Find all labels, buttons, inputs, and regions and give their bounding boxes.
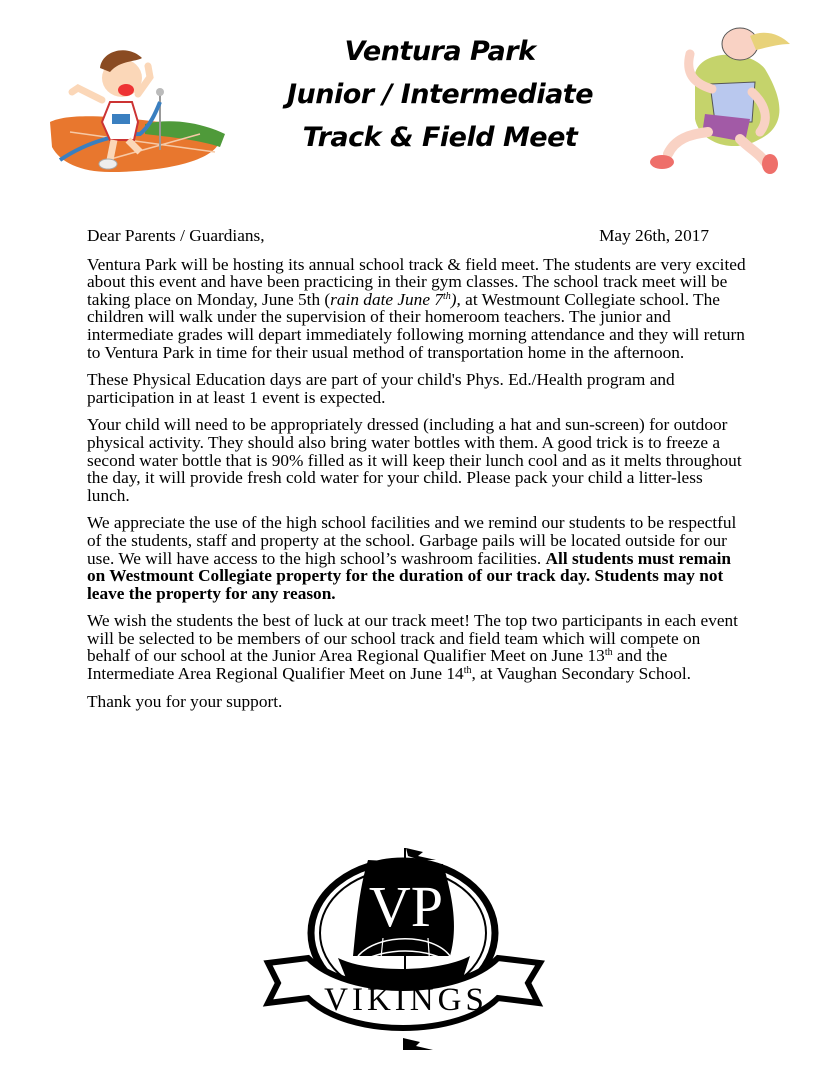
text: Ventura Park will be hosting its annual school track & field meet. The students are very excited about this event and have been practicing in their gym classes. The school track meet will be taking place on Monday, June 5th ( <box>87 254 746 309</box>
rain-date-text: rain date June 7 <box>330 289 443 309</box>
logo-monogram: VP <box>368 874 444 939</box>
salutation: Dear Parents / Guardians, <box>87 226 265 245</box>
title-line-3: Track & Field Meet <box>302 122 578 153</box>
superscript: th <box>463 665 472 677</box>
text: , at Vaughan Secondary School. <box>471 664 691 684</box>
rain-date-close: ), <box>450 289 461 309</box>
text: We appreciate the use of the high school facilities and we remind our students to be respectful of the students, staff and property at the school. Garbage pails will be located outside for our use. We will have access to the high school’s washroom facilities. <box>87 513 737 568</box>
letter-date: May 26th, 2017 <box>599 226 709 245</box>
page-title <box>260 30 620 159</box>
paragraph-qualifiers <box>87 612 747 682</box>
paragraph-facilities <box>87 514 747 602</box>
property-rule-emphasis: All students must remain on Westmount Collegiate property for the duration of our track day. Students may not leave the property for any reason. <box>87 548 732 603</box>
paragraph-phys-ed: These Physical Education days are part of your child's Phys. Ed./Health program and participation in at least 1 event is expected. <box>87 370 675 407</box>
letter-body <box>87 227 747 720</box>
paragraph-event-details <box>87 256 747 362</box>
logo-banner-text: VIKINGS <box>324 982 488 1018</box>
letter-header <box>87 227 709 245</box>
rain-date <box>330 290 461 309</box>
text: at Westmount Collegiate school. The children will walk under the supervision of their homeroom teachers. The junior and intermediate grades will depart immediately following morning attendance and they will return to Ventura Park in time for their usual method of transportation home in the afternoon. <box>87 289 745 362</box>
text: and the Intermediate Area Regional Qualifier Meet on June 14 <box>87 646 668 684</box>
girl-runner-illustration <box>640 14 810 174</box>
superscript: th <box>442 290 451 302</box>
title-line-1: Ventura Park <box>344 36 536 67</box>
title-line-2: Junior / Intermediate <box>286 79 594 110</box>
superscript: th <box>604 647 613 659</box>
text: We wish the students the best of luck at our track meet! The top two participants in each event will be selected to be members of our school track and field team which will compete on behalf of our school at the Junior Area Regional Qualifier Meet on June 13 <box>87 611 738 666</box>
closing: Thank you for your support. <box>87 691 283 711</box>
paragraph-dress-lunch: Your child will need to be appropriately dressed (including a hat and sun-screen) for outdoor physical activity. They should also bring water bottles with them. A good trick is to freeze a second water bottle that is 90% filled as it will keep their lunch cool and as it melts throughout the day, it will provide fresh cold water for your child. Please pack your child a litter-less lunch. <box>87 415 742 505</box>
boy-runner-illustration <box>40 22 230 182</box>
vikings-school-logo <box>258 838 548 1053</box>
